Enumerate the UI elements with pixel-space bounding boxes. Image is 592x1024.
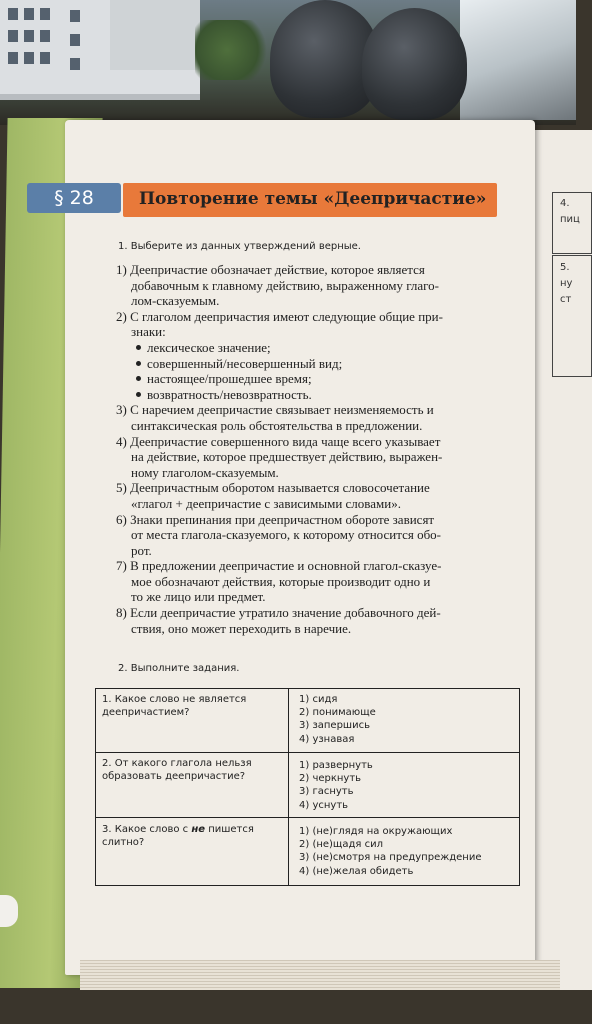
statement-line: 2) С глаголом деепричастия имеют следующие общие при- xyxy=(116,308,443,324)
section-title: Повторение темы «Деепричастие» xyxy=(123,183,497,217)
option: 2) (не)щадя сил xyxy=(299,839,383,851)
statement-line: 7) В предложении деепричастие и основной глагол-сказуе- xyxy=(116,558,442,574)
facing-page-fragment: ст xyxy=(560,294,572,305)
task2-table xyxy=(95,688,520,886)
statement-line: лом-сказуемым. xyxy=(131,293,220,309)
bullet-icon xyxy=(136,376,141,381)
statement-line: добавочным к главному действию, выраженному глаго- xyxy=(131,277,439,293)
dog-figurine-right xyxy=(362,8,467,120)
task1-heading: 1. Выберите из данных утверждений верные. xyxy=(118,241,361,252)
facing-page-fragment: ну xyxy=(560,278,573,289)
table-divider xyxy=(96,752,519,753)
task2-heading: 2. Выполните задания. xyxy=(118,663,240,674)
statement-line: 6) Знаки препинания при деепричастном обороте зависят xyxy=(116,511,435,527)
table-question: 1. Какое слово не является деепричастием? xyxy=(102,694,247,718)
section-number-badge: § 28 xyxy=(27,183,121,213)
table-divider xyxy=(288,689,289,885)
table-options xyxy=(299,693,376,746)
statement-line: ствия, оно может переходить в наречие. xyxy=(131,620,352,636)
statement-line: 5) Деепричастным оборотом называется словосочетание xyxy=(116,480,430,496)
thumb-image xyxy=(0,895,18,927)
option: 2) черкнуть xyxy=(299,773,362,785)
option: 1) сидя xyxy=(299,694,338,705)
table-divider xyxy=(96,817,519,818)
option: 4) уснуть xyxy=(299,799,349,811)
table-question: 2. От какого глагола нельзя образовать деепричастие? xyxy=(102,758,252,782)
bullet-icon xyxy=(136,361,141,366)
statement-line: то же лицо или предмет. xyxy=(131,589,266,605)
option: 2) понимающе xyxy=(299,707,376,719)
table-options xyxy=(299,825,481,878)
table-question: 3. Какое слово с не пишется слитно? xyxy=(102,824,254,848)
statement-line: 1) Деепричастие обозначает действие, которое является xyxy=(116,262,425,277)
option: 4) (не)желая обидеть xyxy=(299,865,414,877)
statement-line: «глагол + деепричастие с зависимыми словами». xyxy=(131,495,401,511)
window-glare xyxy=(460,0,576,120)
bullet-item: совершенный/несовершенный вид; xyxy=(116,356,516,372)
statement-line: рот. xyxy=(131,542,152,558)
statement-line: 8) Если деепричастие утратило значение добавочного дей- xyxy=(116,605,441,621)
trees-image xyxy=(195,20,275,80)
statement-line: на действие, которое предшествует действию, выражен- xyxy=(131,449,443,465)
statement-line: от места глагола-сказуемого, к которому относится обо- xyxy=(131,527,442,543)
facing-page-box xyxy=(552,255,592,377)
statement-line: 4) Деепричастие совершенного вида чаще всего указывает xyxy=(116,433,441,449)
bullet-item: лексическое значение; xyxy=(116,340,516,356)
facing-page-fragment: 5. xyxy=(560,262,570,273)
option: 3) гаснуть xyxy=(299,786,354,798)
option: 3) запершись xyxy=(299,720,370,732)
statement-line: знаки: xyxy=(131,324,166,340)
bullet-item: настоящее/прошедшее время; xyxy=(116,371,516,387)
statement-line: мое обозначают действия, которые производит одно и xyxy=(131,573,431,589)
option: 1) развернуть xyxy=(299,760,373,771)
bullet-icon xyxy=(136,345,141,350)
bullet-icon xyxy=(136,392,141,397)
table-options xyxy=(299,759,373,812)
statement-line: синтаксическая роль обстоятельства в предложении. xyxy=(131,417,423,433)
bullet-item: возвратность/невозвратность. xyxy=(116,387,516,403)
option: 1) (не)глядя на окружающих xyxy=(299,826,453,837)
statement-line: ному глаголом-сказуемым. xyxy=(131,464,279,480)
statement-line: 3) С наречием деепричастие связывает неизменяемость и xyxy=(116,402,434,418)
facing-page-fragment: пиц xyxy=(560,214,580,225)
option: 4) узнавая xyxy=(299,733,355,745)
building-annex-image xyxy=(110,0,200,70)
facing-page-fragment: 4. xyxy=(560,198,570,209)
option: 3) (не)смотря на предупреждение xyxy=(299,852,482,864)
page-edges xyxy=(80,960,560,990)
task1-statements xyxy=(116,262,516,636)
